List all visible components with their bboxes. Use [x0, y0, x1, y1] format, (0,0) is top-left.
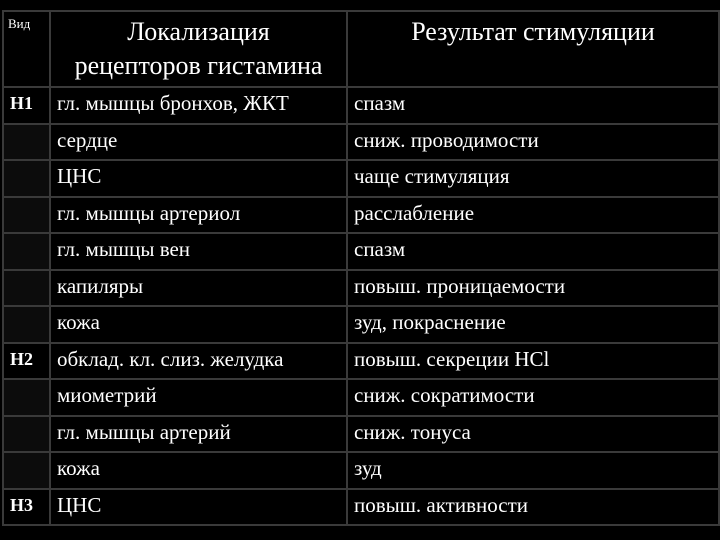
result-cell: повыш. активности	[347, 489, 719, 526]
receptor-type-cell	[3, 452, 50, 489]
receptor-type-cell	[3, 270, 50, 307]
table-row	[3, 197, 719, 234]
table-row	[3, 343, 719, 380]
table-row	[3, 233, 719, 270]
table-row	[3, 87, 719, 124]
localization-cell: капиляры	[50, 270, 347, 307]
histamine-receptor-table	[2, 10, 720, 526]
receptor-type-cell: H2	[3, 343, 50, 380]
result-cell: чаще стимуляция	[347, 160, 719, 197]
localization-cell: гл. мышцы бронхов, ЖКТ	[50, 87, 347, 124]
table-body	[3, 87, 719, 525]
receptor-type-cell: H1	[3, 87, 50, 124]
table-row	[3, 452, 719, 489]
header-localization	[50, 11, 347, 87]
localization-cell: ЦНС	[50, 489, 347, 526]
result-cell: сниж. проводимости	[347, 124, 719, 161]
result-cell: зуд, покраснение	[347, 306, 719, 343]
header-result: Результат стимуляции	[347, 11, 719, 87]
result-cell: спазм	[347, 233, 719, 270]
table-header-row	[3, 11, 719, 87]
receptor-type-cell: H3	[3, 489, 50, 526]
localization-cell: гл. мышцы вен	[50, 233, 347, 270]
receptor-type-cell	[3, 160, 50, 197]
localization-cell: обклад. кл. слиз. желудка	[50, 343, 347, 380]
result-cell: повыш. проницаемости	[347, 270, 719, 307]
result-cell: повыш. секреции HCl	[347, 343, 719, 380]
result-cell: сниж. сократимости	[347, 379, 719, 416]
table-row	[3, 306, 719, 343]
receptor-type-cell	[3, 379, 50, 416]
localization-cell: ЦНС	[50, 160, 347, 197]
result-cell: сниж. тонуса	[347, 416, 719, 453]
receptor-type-cell	[3, 197, 50, 234]
table-row	[3, 124, 719, 161]
header-type: Вид	[3, 11, 50, 87]
result-cell: спазм	[347, 87, 719, 124]
receptor-type-cell	[3, 233, 50, 270]
receptor-type-cell	[3, 124, 50, 161]
header-localization-text: Локализация рецепторов гистамина	[74, 17, 323, 80]
table-row	[3, 379, 719, 416]
localization-cell: кожа	[50, 306, 347, 343]
localization-cell: кожа	[50, 452, 347, 489]
localization-cell: гл. мышцы артерий	[50, 416, 347, 453]
result-cell: зуд	[347, 452, 719, 489]
receptor-type-cell	[3, 306, 50, 343]
table-row	[3, 160, 719, 197]
localization-cell: сердце	[50, 124, 347, 161]
result-cell: расслабление	[347, 197, 719, 234]
table-row	[3, 270, 719, 307]
localization-cell: гл. мышцы артериол	[50, 197, 347, 234]
receptor-type-cell	[3, 416, 50, 453]
localization-cell: миометрий	[50, 379, 347, 416]
table-row	[3, 416, 719, 453]
table-row	[3, 489, 719, 526]
